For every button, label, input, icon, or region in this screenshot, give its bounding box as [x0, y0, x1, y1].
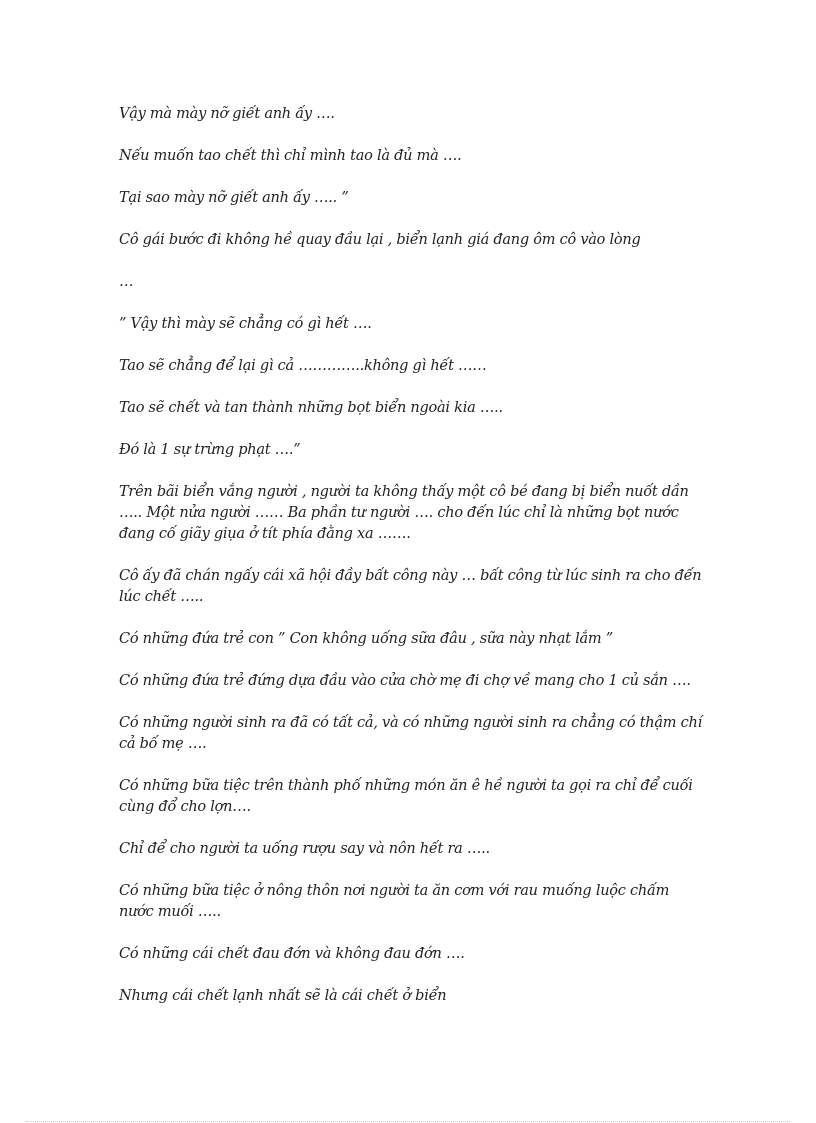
paragraph-5: …	[119, 274, 134, 290]
paragraph-13: Có những đứa trẻ đứng dựa đầu vào cửa chờ mẹ đi chợ về mang cho 1 củ sắn ….	[119, 673, 691, 689]
paragraph-19: Nhưng cái chết lạnh nhất sẽ là cái chết ở biển	[119, 988, 447, 1004]
paragraph-14: Có những người sinh ra đã có tất cả, và có những người sinh ra chẳng có thậm chí cả bố mẹ ….	[119, 715, 702, 752]
paragraph-15: Có những bữa tiệc trên thành phố những món ăn ê hề người ta gọi ra chỉ để cuối cùng đổ cho lợn….	[119, 778, 693, 815]
paragraph-2: Nếu muốn tao chết thì chỉ mình tao là đủ mà ….	[119, 148, 462, 164]
paragraph-11: Cô ấy đã chán ngấy cái xã hội đầy bất công này … bất công từ lúc sinh ra cho đến lúc chết …..	[119, 568, 702, 605]
paragraph-10: Trên bãi biển vắng người , người ta không thấy một cô bé đang bị biển nuốt dần ….. Một nửa người …… Ba phần tư người …. cho đến lúc chỉ là những bọt nước đang cố giãy giụa ở tít phía đằng xa …….	[119, 484, 689, 542]
paragraph-7: Tao sẽ chẳng để lại gì cả …………..không gì hết ……	[119, 358, 487, 374]
paragraph-12: Có những đứa trẻ con ” Con không uống sữa đâu , sữa này nhạt lắm ”	[119, 631, 613, 647]
paragraph-6: ” Vậy thì mày sẽ chẳng có gì hết ….	[119, 316, 372, 332]
paragraph-16: Chỉ để cho người ta uống rượu say và nôn hết ra …..	[119, 841, 490, 857]
paragraph-4: Cô gái bước đi không hề quay đầu lại , biển lạnh giá đang ôm cô vào lòng	[119, 232, 641, 248]
paragraph-8: Tao sẽ chết và tan thành những bọt biển ngoài kia …..	[119, 400, 503, 416]
paragraph-17: Có những bữa tiệc ở nông thôn nơi người ta ăn cơm với rau muống luộc chấm nước muối …..	[119, 883, 670, 920]
page-bottom-divider	[26, 1121, 790, 1122]
paragraph-3: Tại sao mày nỡ giết anh ấy ….. ”	[119, 190, 349, 206]
paragraph-18: Có những cái chết đau đớn và không đau đớn ….	[119, 946, 465, 962]
document-body	[119, 104, 704, 1028]
paragraph-1: Vậy mà mày nỡ giết anh ấy ….	[119, 106, 335, 122]
paragraph-9: Đó là 1 sự trừng phạt ….”	[119, 442, 301, 458]
